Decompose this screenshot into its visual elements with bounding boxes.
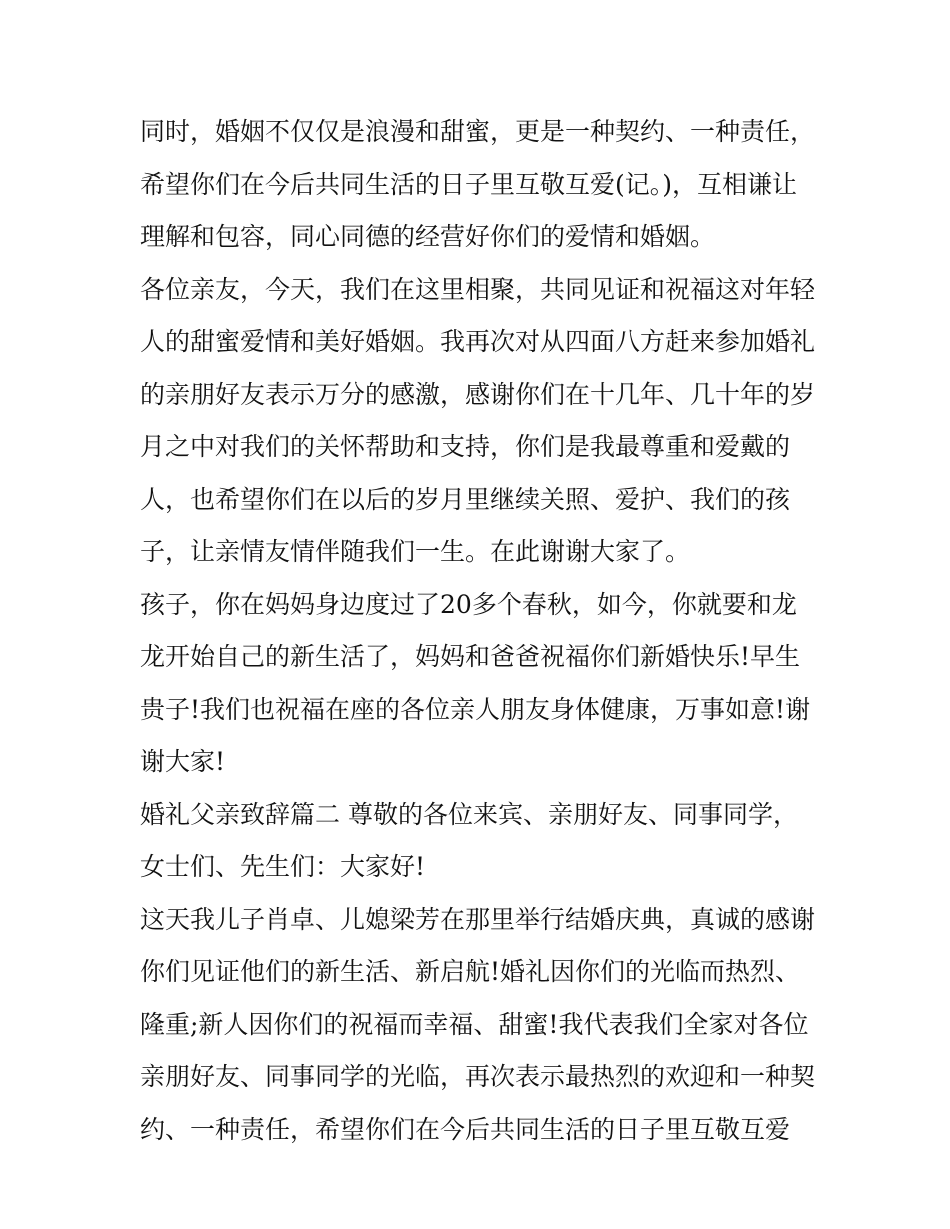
text-line: 的亲朋好友表示万分的感激，感谢你们在十几年、几十年的岁: [140, 379, 816, 409]
text-line: 子，让亲情友情伴随我们一生。在此谢谢大家了。: [140, 537, 691, 566]
text-line: 贵子!我们也祝福在座的各位亲人朋友身体健康，万事如意!谢: [140, 694, 811, 724]
text-line: 龙开始自己的新生活了，妈妈和爸爸祝福你们新婚快乐!早生: [140, 642, 801, 671]
text-line: 婚礼父亲致辞篇二 尊敬的各位来宾、亲朋好友、同事同学，: [140, 799, 798, 829]
text-line: 同时，婚姻不仅仅是浪漫和甜蜜，更是一种契约、一种责任，: [140, 117, 816, 146]
text-line: 你们见证他们的新生活、新启航!婚礼因你们的光临而热烈、: [140, 957, 801, 986]
text-line: 谢大家!: [140, 747, 226, 776]
text-line: 孩子，你在妈妈身边度过了20多个春秋，如今，你就要和龙: [140, 589, 797, 619]
text-line: 约、一种责任，希望你们在今后共同生活的日子里互敬互爱: [140, 1114, 791, 1144]
text-line: 这天我儿子肖卓、儿媳梁芳在那里举行结婚庆典，真诚的感谢: [140, 904, 816, 934]
text-line: 理解和包容，同心同德的经营好你们的爱情和婚姻。: [140, 222, 716, 251]
text-line: 月之中对我们的关怀帮助和支持，你们是我最尊重和爱戴的: [140, 432, 791, 461]
text-line: 各位亲友，今天，我们在这里相聚，共同见证和祝福这对年轻: [140, 274, 816, 304]
body-text: [140, 106, 830, 1156]
text-line: 人的甜蜜爱情和美好婚姻。我再次对从四面八方赶来参加婚礼: [140, 327, 816, 356]
text-line: 希望你们在今后共同生活的日子里互敬互爱(记。)，互相谦让: [140, 169, 798, 199]
text-line: 人，也希望你们在以后的岁月里继续关照、爱护、我们的孩: [140, 484, 791, 514]
text-line: 隆重;新人因你们的祝福而幸福、甜蜜!我代表我们全家对各位: [140, 1009, 809, 1039]
text-line: 女士们、先生们：大家好!: [140, 852, 426, 881]
text-line: 亲朋好友、同事同学的光临，再次表示最热烈的欢迎和一种契: [140, 1062, 816, 1091]
